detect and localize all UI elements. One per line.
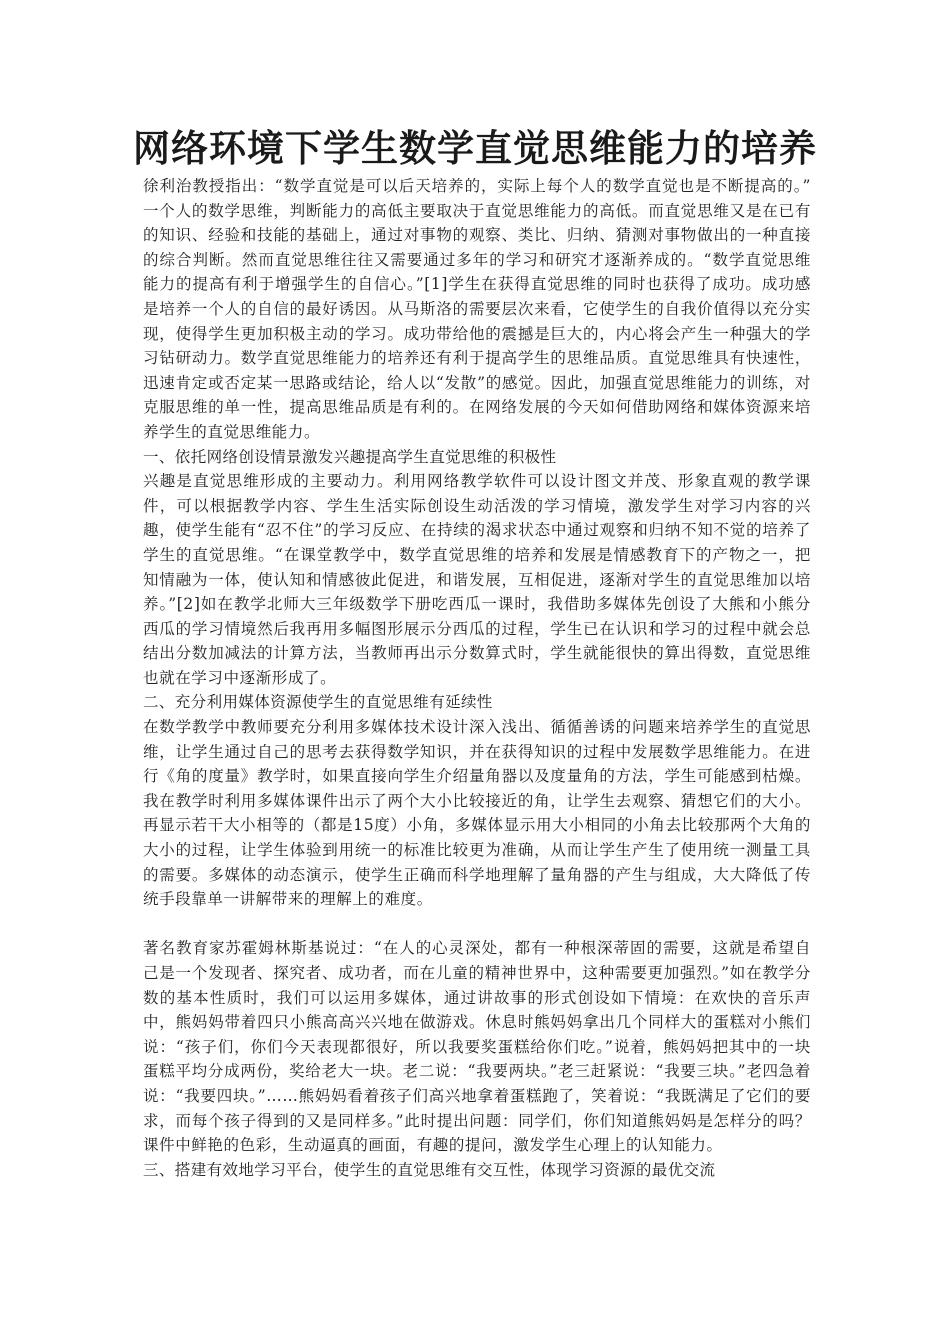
document-title: 网络环境下学生数学直觉思维能力的培养 [133,127,817,170]
paragraph-section-2-example: 著名教育家苏霍姆林斯基说过：“在人的心灵深处，都有一种根深蒂固的需要，这就是希望自己是一个发现者、探究者、成功者，而在儿童的精神世界中，这种需要更加强烈。”如在教学分数的基本性质时，我们可以运用多媒体，通过讲故事的形式创设如下情境：在欢快的音乐声中，熊妈妈带着四只小熊高高兴兴地在做游戏。休息时熊妈妈拿出几个同样大的蛋糕对小熊们说：“孩子们，你们今天表现都很好，所以我要奖蛋糕给你们吃。”说着，熊妈妈把其中的一块蛋糕平均分成两份，奖给老大一块。老二说：“我要两块。”老三赶紧说：“我要三块。”老四急着说：“我要四块。”……熊妈妈看着孩子们高兴地拿着蛋糕跑了，笑着说：“我既满足了它们的要求，而每个孩子得到的又是同样多。”此时提出问题：同学们，你们知道熊妈妈是怎样分的吗？课件中鲜艳的色彩，生动逼真的画面，有趣的提问，激发学生心理上的认知能力。 [143,939,811,1155]
document-body [143,174,811,1182]
section-heading-3: 三、搭建有效地学习平台，使学生的直觉思维有交互性，体现学习资源的最优交流 [143,1160,716,1179]
paragraph-intro: 徐利治教授指出：“数学直觉是可以后天培养的，实际上每个人的数学直觉也是不断提高的。” 一个人的数学思维，判断能力的高低主要取决于直觉思维能力的高低。而直觉思维又是在已有的知识、经验和技能的基础上，通过对事物的观察、类比、归纳、猜测对事物做出的一种直接的综合判断。然而直觉思维往往又需要通过多年的学习和研究才逐渐养成的。“数学直觉思维能力的提高有利于增强学生的自信心。”[1]学生在获得直觉思维的同时也获得了成功。成功感是培养一个人的自信的最好诱因。从马斯洛的需要层次来看，它使学生的自我价值得以充分实现，使得学生更加积极主动的学习。成功带给他的震撼是巨大的，内心将会产生一种强大的学习钻研动力。数学直觉思维能力的培养还有利于提高学生的思维品质。直觉思维具有快速性，迅速肯定或否定某一思路或结论，给人以“发散”的感觉。因此，加强直觉思维能力的训练，对克服思维的单一性，提高思维品质是有利的。在网络发展的今天如何借助网络和媒体资源来培养学生的直觉思维能力。 [143,177,811,441]
paragraph-section-2: 在数学教学中教师要充分利用多媒体技术设计深入浅出、循循善诱的问题来培养学生的直觉思维，让学生通过自己的思考去获得数学知识，并在获得知识的过程中发展数学思维能力。在进行《角的度量》教学时，如果直接向学生介绍量角器以及度量角的方法，学生可能感到枯燥。我在教学时利用多媒体课件出示了两个大小比较接近的角，让学生去观察、猜想它们的大小。再显示若干大小相等的（都是15度）小角，多媒体显示用大小相同的小角去比较那两个大角的大小的过程，让学生体验到用统一的标准比较更为准确，从而让学生产生了使用统一测量工具的需要。多媒体的动态演示，使学生正确而科学地理解了量角器的产生与组成，大大降低了传统手段靠单一讲解带来的理解上的难度。 [143,718,811,909]
section-heading-2: 二、充分利用媒体资源使学生的直觉思维有延续性 [143,693,493,712]
section-heading-1: 一、依托网络创设情景激发兴趣提高学生直觉思维的积极性 [143,447,557,466]
paragraph-section-1: 兴趣是直觉思维形成的主要动力。利用网络教学软件可以设计图文并茂、形象直观的教学课件，可以根据教学内容、学生生活实际创设生动活泼的学习情境，激发学生对学习内容的兴趣，使学生能有“忍不住”的学习反应、在持续的渴求状态中通过观察和归纳不知不觉的培养了学生的直觉思维。“在课堂教学中，数学直觉思维的培养和发展是情感教育下的产物之一，把知情融为一体，使认知和情感彼此促进，和谐发展，互相促进，逐渐对学生的直觉思维加以培养。”[2]如在教学北师大三年级数学下册吃西瓜一课时，我借助多媒体先创设了大熊和小熊分西瓜的学习情境然后我再用多幅图形展示分西瓜的过程，学生已在认识和学习的过程中就会总结出分数加减法的计算方法，当教师再出示分数算式时，学生就能很快的算出得数，直觉思维也就在学习中逐渐形成了。 [143,472,811,687]
